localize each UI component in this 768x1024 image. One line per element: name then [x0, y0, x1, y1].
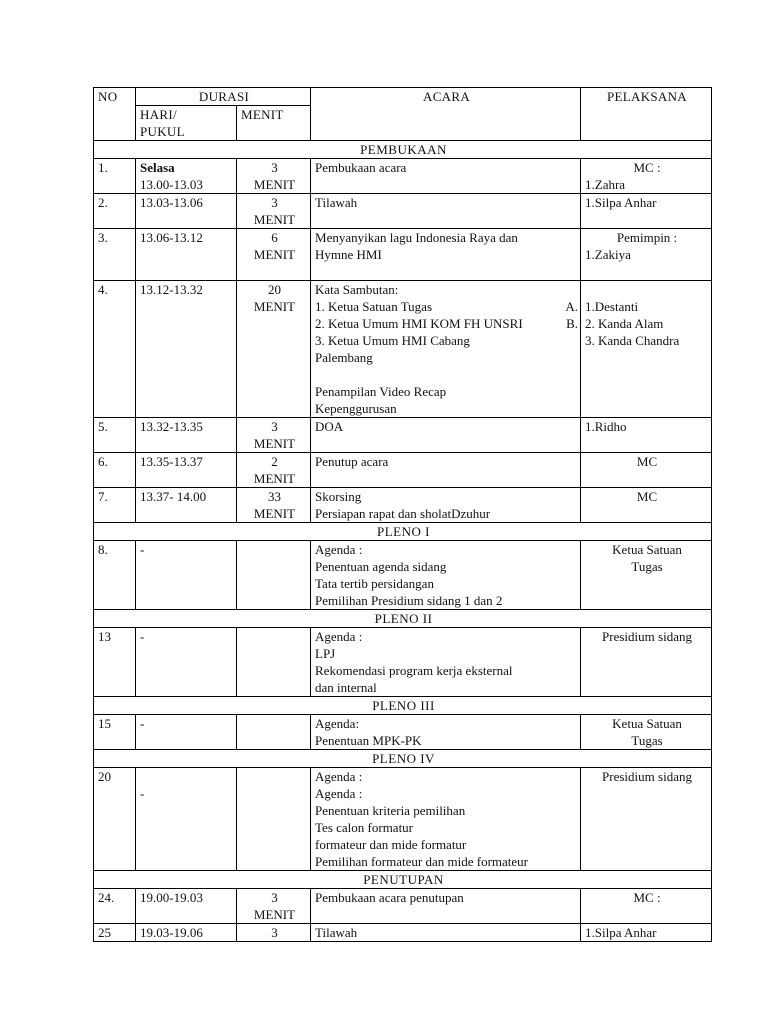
cell-menit	[237, 628, 311, 697]
cell-menit	[237, 488, 311, 523]
acara-line	[315, 298, 578, 315]
menit-unit: MENIT	[253, 471, 296, 486]
cell-acara: DOA	[311, 418, 581, 453]
cell-no: 5.	[94, 418, 136, 453]
acara-line: Penampilan Video Recap	[315, 384, 447, 399]
cell-pelaksana: MC :	[581, 889, 712, 924]
pelaksana-line: Tugas	[631, 733, 663, 748]
acara-suffix: A.	[565, 299, 579, 314]
section-pleno-3: PLENO III	[94, 697, 712, 715]
menit-unit: MENIT	[253, 177, 296, 192]
time-label: 13.00-13.03	[140, 177, 203, 192]
cell-pelaksana	[581, 715, 712, 750]
header-hari-pukul	[136, 106, 237, 141]
cell-no: 13	[94, 628, 136, 697]
acara-line: Menyanyikan lagu Indonesia Raya dan	[315, 230, 518, 245]
menit-unit: MENIT	[253, 436, 296, 451]
cell-menit	[237, 229, 311, 281]
header-menit: MENIT	[237, 106, 311, 141]
menit-value: 33	[268, 489, 281, 504]
cell-no: 1.	[94, 159, 136, 194]
cell-menit	[237, 541, 311, 610]
cell-no: 8.	[94, 541, 136, 610]
cell-acara: Tilawah	[311, 924, 581, 942]
acara-line: Pemilihan formateur dan mide formateur	[315, 854, 528, 869]
acara-line: Tes calon formatur	[315, 820, 414, 835]
acara-line	[315, 315, 578, 332]
pelaksana-line: Pemimpin :	[616, 230, 678, 245]
table-row	[94, 924, 712, 942]
cell-time: 13.12-13.32	[136, 281, 237, 418]
cell-no: 15	[94, 715, 136, 750]
menit-unit: MENIT	[253, 907, 296, 922]
menit-unit: MENIT	[253, 506, 296, 521]
menit-value: 20	[268, 282, 281, 297]
cell-time: 19.00-19.03	[136, 889, 237, 924]
cell-pelaksana: Presidium sidang	[581, 768, 712, 871]
cell-no: 4.	[94, 281, 136, 418]
menit-value: 2	[271, 454, 278, 469]
cell-menit	[237, 768, 311, 871]
cell-no: 7.	[94, 488, 136, 523]
section-pleno-2: PLENO II	[94, 610, 712, 628]
cell-acara: Pembukaan acara penutupan	[311, 889, 581, 924]
cell-acara: Pembukaan acara	[311, 159, 581, 194]
table-row	[94, 768, 712, 871]
table-row	[94, 281, 712, 418]
table-row	[94, 715, 712, 750]
cell-time: 13.35-13.37	[136, 453, 237, 488]
cell-menit	[237, 194, 311, 229]
cell-acara	[311, 229, 581, 281]
cell-time	[136, 159, 237, 194]
cell-no: 24.	[94, 889, 136, 924]
cell-acara: Penutup acara	[311, 453, 581, 488]
table-row	[94, 229, 712, 281]
cell-acara: Tilawah	[311, 194, 581, 229]
cell-acara	[311, 715, 581, 750]
pelaksana-line: 1.Destanti	[585, 299, 639, 314]
table-row	[94, 628, 712, 697]
cell-pelaksana: 1.Silpa Anhar	[581, 924, 712, 942]
cell-menit	[237, 715, 311, 750]
pelaksana-line: 3. Kanda Chandra	[585, 333, 680, 348]
table-row	[94, 488, 712, 523]
menit-value: 3	[271, 195, 278, 210]
cell-menit	[237, 418, 311, 453]
section-row	[94, 750, 712, 768]
cell-pelaksana: 1.Silpa Anhar	[581, 194, 712, 229]
cell-no: 3.	[94, 229, 136, 281]
menit-unit: MENIT	[253, 212, 296, 227]
table-row	[94, 418, 712, 453]
cell-acara	[311, 488, 581, 523]
cell-no: 25	[94, 924, 136, 942]
cell-pelaksana: 1.Ridho	[581, 418, 712, 453]
table-row	[94, 159, 712, 194]
cell-menit	[237, 159, 311, 194]
acara-line: Kata Sambutan:	[315, 282, 399, 297]
section-row	[94, 523, 712, 541]
cell-pelaksana: MC	[581, 453, 712, 488]
cell-acara	[311, 628, 581, 697]
table-header-row	[94, 88, 712, 106]
acara-line: Rekomendasi program kerja eksternal	[315, 663, 513, 678]
section-row	[94, 697, 712, 715]
cell-time	[136, 768, 237, 871]
cell-time: 13.03-13.06	[136, 194, 237, 229]
pelaksana-line: 1.Zahra	[585, 177, 626, 192]
table-row	[94, 889, 712, 924]
cell-pelaksana: MC	[581, 488, 712, 523]
section-pembukaan: PEMBUKAAN	[94, 141, 712, 159]
acara-line: Persiapan rapat dan sholatDzuhur	[315, 506, 491, 521]
header-pelaksana: PELAKSANA	[581, 88, 712, 141]
schedule-table	[93, 87, 712, 942]
header-durasi: DURASI	[136, 88, 311, 106]
acara-line: dan internal	[315, 680, 377, 695]
acara-line: Penentuan kriteria pemilihan	[315, 803, 466, 818]
pelaksana-line: 2. Kanda Alam	[585, 316, 664, 331]
acara-line: Tata tertib persidangan	[315, 576, 434, 591]
cell-menit	[237, 453, 311, 488]
cell-no: 20	[94, 768, 136, 871]
acara-line: 3. Ketua Umum HMI Cabang	[315, 333, 470, 348]
cell-time: 13.37- 14.00	[136, 488, 237, 523]
acara-suffix: B.	[566, 316, 579, 331]
cell-acara	[311, 541, 581, 610]
acara-line: Agenda:	[315, 716, 360, 731]
acara-line: Pemilihan Presidium sidang 1 dan 2	[315, 593, 503, 608]
cell-acara	[311, 768, 581, 871]
header-acara: ACARA	[311, 88, 581, 141]
header-hari: HARI/	[140, 107, 177, 122]
section-pleno-1: PLENO I	[94, 523, 712, 541]
cell-pelaksana: Presidium sidang	[581, 628, 712, 697]
menit-value: 3	[271, 419, 278, 434]
time-label: -	[140, 786, 145, 801]
cell-no: 6.	[94, 453, 136, 488]
acara-line: Palembang	[315, 350, 373, 365]
pelaksana-line: 1.Zakiya	[585, 247, 631, 262]
cell-no: 2.	[94, 194, 136, 229]
acara-line: Agenda :	[315, 786, 363, 801]
table-row	[94, 194, 712, 229]
header-no: NO	[94, 88, 136, 141]
cell-time: 13.32-13.35	[136, 418, 237, 453]
cell-time: -	[136, 628, 237, 697]
cell-time: -	[136, 541, 237, 610]
cell-menit	[237, 281, 311, 418]
pelaksana-line: Ketua Satuan	[612, 716, 682, 731]
pelaksana-line: Tugas	[631, 559, 663, 574]
table-row	[94, 453, 712, 488]
acara-text: 1. Ketua Satuan Tugas	[315, 299, 433, 314]
menit-unit: MENIT	[253, 247, 296, 262]
table-row	[94, 541, 712, 610]
cell-acara	[311, 281, 581, 418]
section-row	[94, 871, 712, 889]
cell-pelaksana	[581, 541, 712, 610]
menit-value: 6	[271, 230, 278, 245]
cell-time: 13.06-13.12	[136, 229, 237, 281]
acara-line: Kepenggurusan	[315, 401, 397, 416]
cell-pelaksana	[581, 229, 712, 281]
acara-line: LPJ	[315, 646, 336, 661]
menit-unit: MENIT	[253, 299, 296, 314]
menit-value: 3	[271, 160, 278, 175]
section-row	[94, 610, 712, 628]
cell-menit: 3	[237, 924, 311, 942]
header-pukul: PUKUL	[140, 124, 185, 139]
acara-line: Agenda :	[315, 769, 363, 784]
pelaksana-line: MC :	[633, 160, 661, 175]
acara-line: formateur dan mide formatur	[315, 837, 467, 852]
acara-line: Hymne HMI	[315, 247, 382, 262]
acara-line: Skorsing	[315, 489, 362, 504]
acara-line: Penentuan MPK-PK	[315, 733, 422, 748]
pelaksana-line: Ketua Satuan	[612, 542, 682, 557]
day-label: Selasa	[140, 160, 175, 175]
cell-time: 19.03-19.06	[136, 924, 237, 942]
acara-line: Agenda :	[315, 629, 363, 644]
acara-line: Penentuan agenda sidang	[315, 559, 447, 574]
menit-value: 3	[271, 890, 278, 905]
acara-line: Agenda :	[315, 542, 363, 557]
section-penutupan: PENUTUPAN	[94, 871, 712, 889]
section-pleno-4: PLENO IV	[94, 750, 712, 768]
cell-menit	[237, 889, 311, 924]
cell-pelaksana	[581, 281, 712, 418]
section-row	[94, 141, 712, 159]
cell-time: -	[136, 715, 237, 750]
cell-pelaksana	[581, 159, 712, 194]
acara-text: 2. Ketua Umum HMI KOM FH UNSRI	[315, 316, 523, 331]
